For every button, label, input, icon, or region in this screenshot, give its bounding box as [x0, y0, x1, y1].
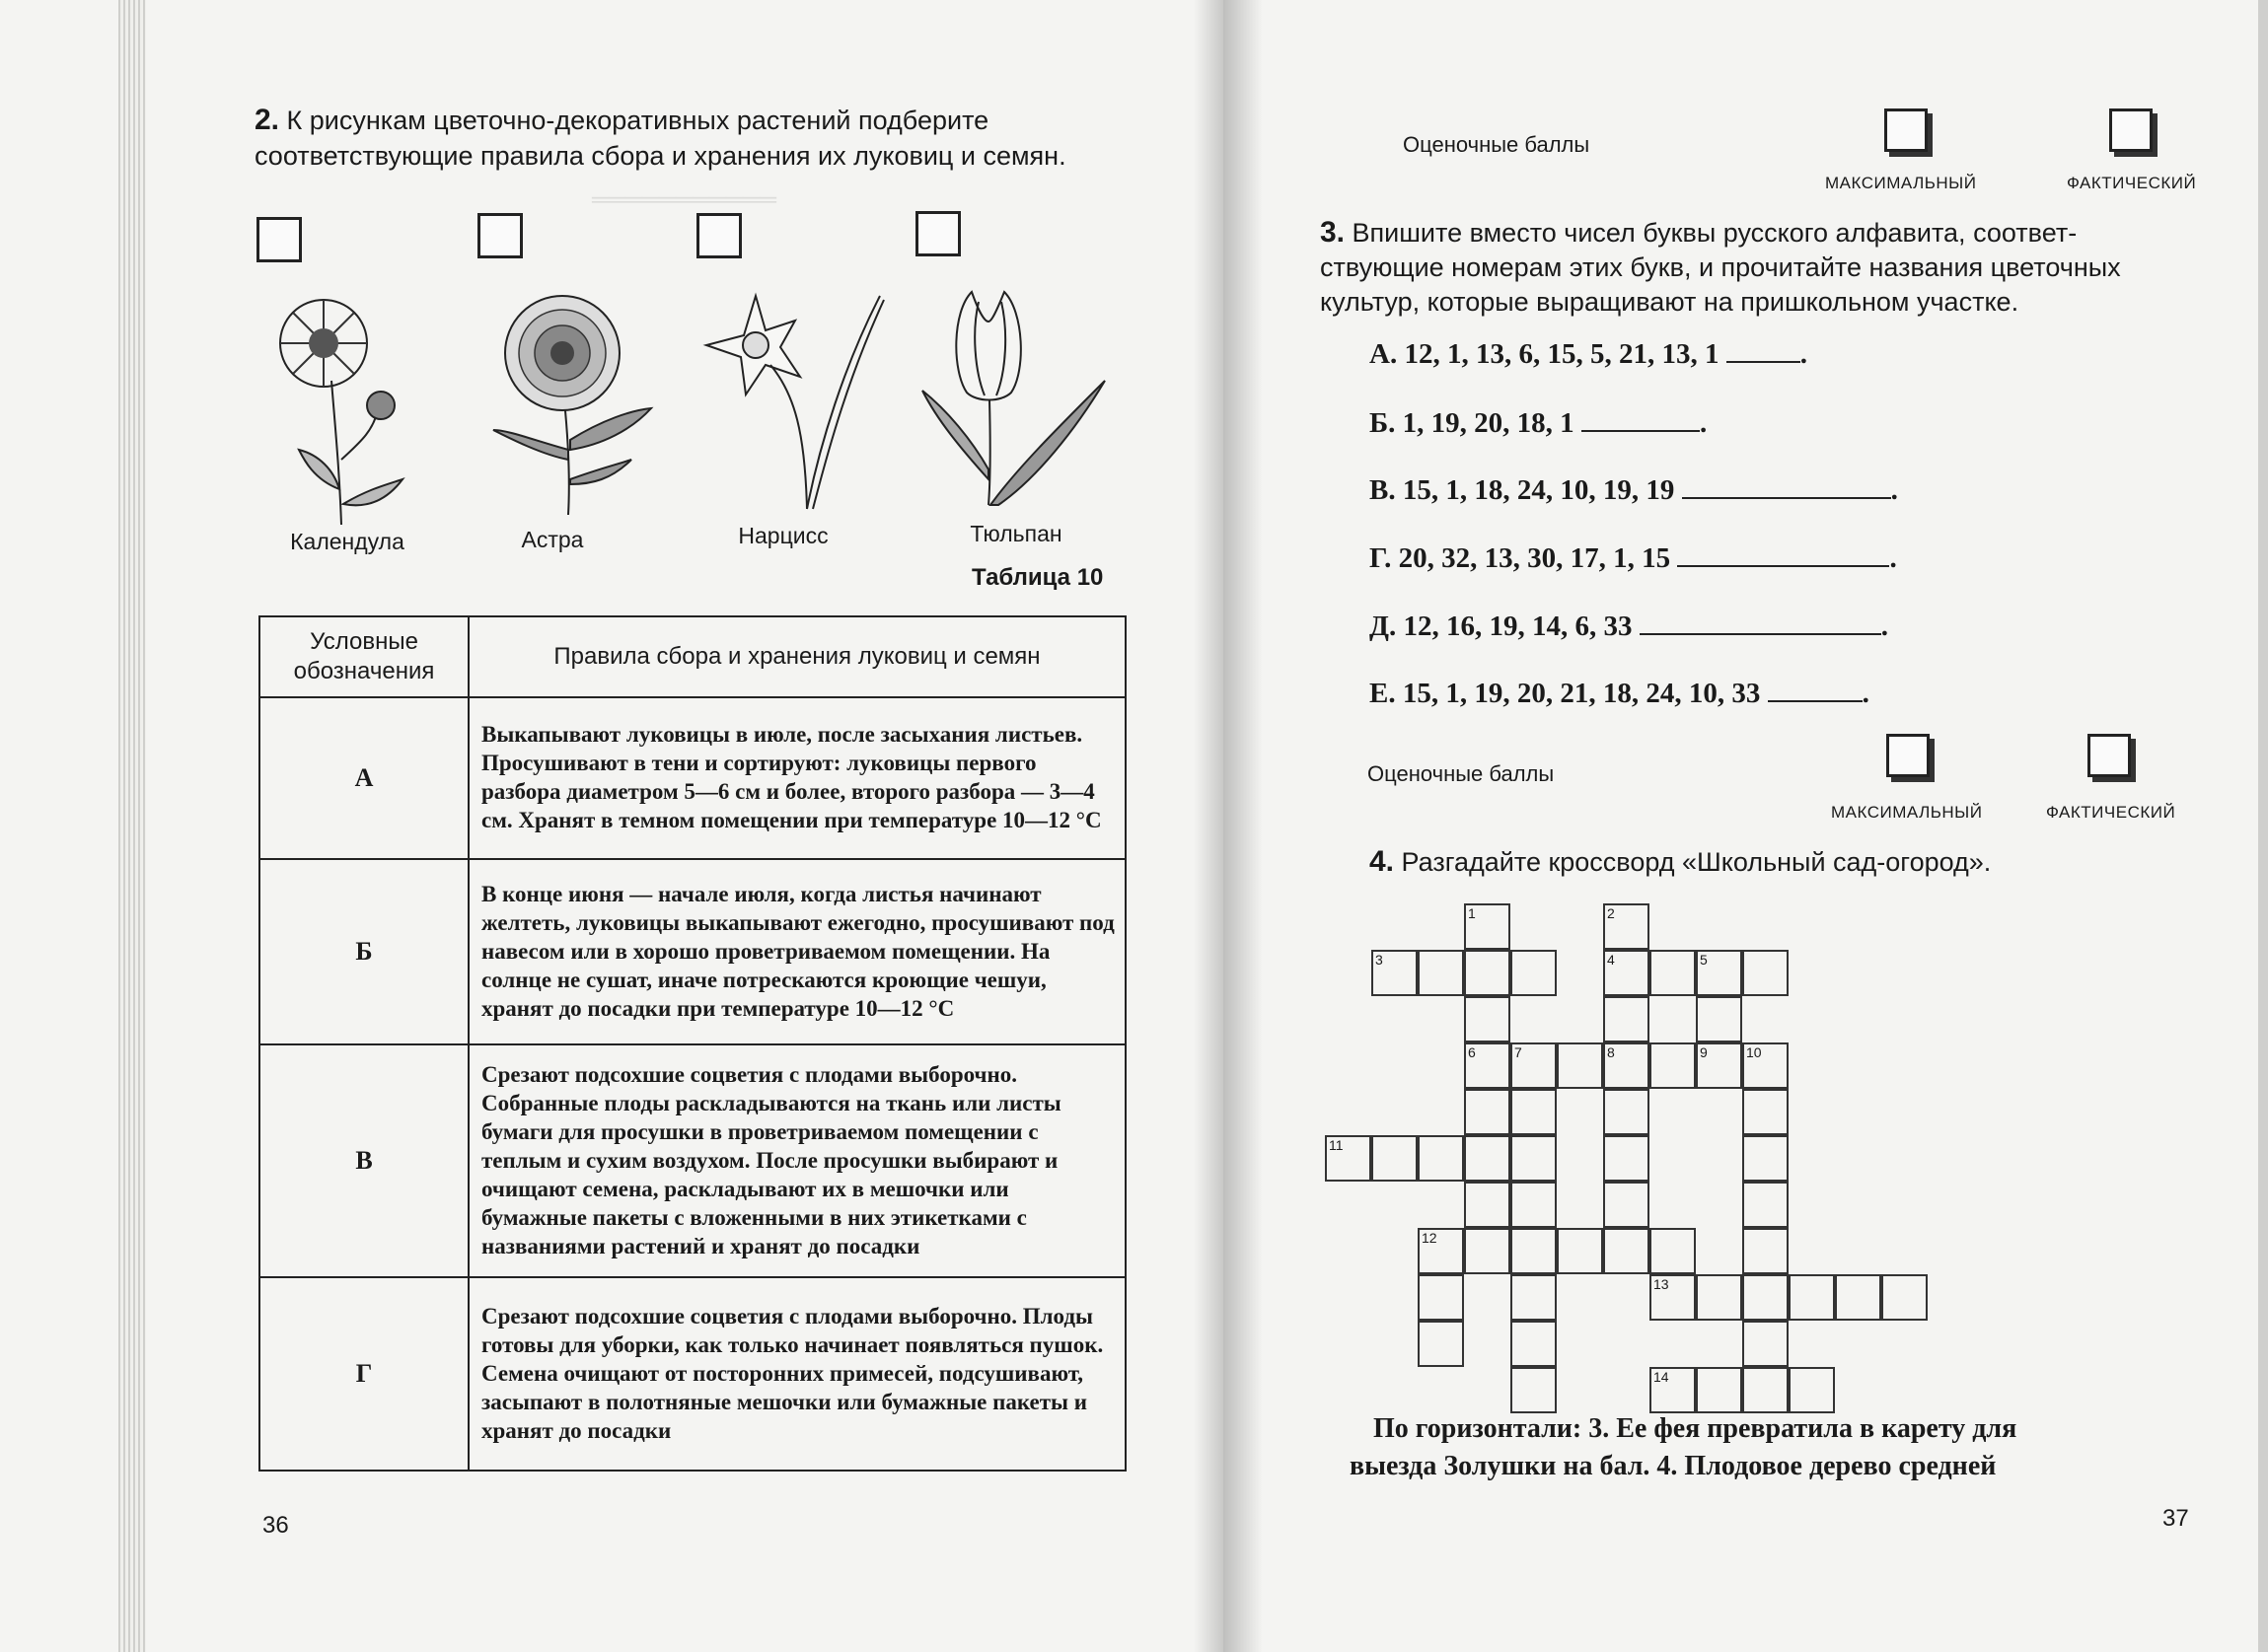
crossword-cell[interactable] — [1649, 950, 1696, 996]
table-row-text: Выкапывают луковицы в июле, после засыхания листьев. Просушивают в тени и сортируют: луковицы первого разбора диаметром 5—6 см и более, второго разбора — 3—4 см. Хранят в темном помещении при температуре 10—12 °С — [469, 697, 1126, 859]
task4-heading — [1369, 844, 1991, 880]
puzzle-end: . — [1699, 407, 1708, 439]
right-page — [1223, 0, 2268, 1652]
task3-text-line2: ствующие номерам этих букв, и прочитайте названия цветочных — [1320, 252, 2121, 282]
answer-line-e[interactable] — [1768, 677, 1863, 702]
crossword-cell[interactable] — [1649, 1228, 1696, 1274]
crossword-cell[interactable] — [1510, 1321, 1557, 1367]
score-max-box-bottom[interactable] — [1886, 734, 1930, 777]
crossword-cell[interactable] — [1510, 1089, 1557, 1135]
score-max-caption-top: МАКСИМАЛЬНЫЙ — [1825, 174, 1977, 192]
crossword-number: 3 — [1375, 952, 1383, 968]
crossword-cell[interactable] — [1464, 996, 1510, 1042]
crossword-cell[interactable] — [1418, 1321, 1464, 1367]
crossword-cell[interactable] — [1464, 1182, 1510, 1228]
score-label-bottom: Оценочные баллы — [1367, 761, 1555, 786]
puzzle-a — [1369, 337, 1807, 371]
crossword-cell[interactable] — [1649, 1042, 1696, 1089]
table-caption: Таблица 10 — [972, 564, 1104, 591]
crossword-cell[interactable] — [1835, 1274, 1881, 1321]
answer-line-b[interactable] — [1581, 406, 1700, 432]
task3-number: 3. — [1320, 216, 1346, 249]
bleed-through-text: ═══════════ — [592, 187, 777, 213]
tulip-icon — [917, 282, 1115, 509]
crossword-cell[interactable] — [1510, 1367, 1557, 1413]
table-row-code: Г — [259, 1277, 469, 1471]
puzzle-end: . — [1799, 338, 1807, 370]
crossword-cell[interactable] — [1603, 1089, 1649, 1135]
answer-line-d[interactable] — [1640, 610, 1881, 635]
crossword-cell[interactable] — [1510, 1228, 1557, 1274]
puzzle-d-text: Д. 12, 16, 19, 14, 6, 33 — [1369, 611, 1633, 642]
crossword-number: 2 — [1607, 905, 1615, 921]
crossword-cell[interactable] — [1464, 950, 1510, 996]
table-header-codes: Условные обозначения — [259, 616, 469, 697]
score-max-box-top[interactable] — [1884, 108, 1928, 152]
crossword-cell[interactable] — [1789, 1274, 1835, 1321]
aster-icon — [474, 292, 661, 519]
crossword-cell[interactable] — [1742, 1274, 1789, 1321]
score-label-top: Оценочные баллы — [1403, 132, 1590, 157]
crossword-cell[interactable] — [1464, 1089, 1510, 1135]
page-stack-edge — [118, 0, 146, 1652]
clues-heading: По горизонтали: — [1373, 1413, 1582, 1444]
task2-text-line1: К рисункам цветочно-декоративных растений подберите — [286, 106, 989, 135]
crossword-cell[interactable] — [1510, 950, 1557, 996]
page-edge — [2258, 0, 2268, 1652]
answer-box-aster[interactable] — [477, 213, 523, 258]
crossword-cell[interactable] — [1557, 1042, 1603, 1089]
crossword-number: 11 — [1329, 1137, 1344, 1153]
table-row — [259, 859, 1126, 1044]
table-header-row — [259, 616, 1126, 697]
crossword-number: 6 — [1468, 1044, 1476, 1060]
crossword-number: 4 — [1607, 952, 1615, 968]
crossword-cell[interactable] — [1696, 996, 1742, 1042]
rules-table — [258, 615, 1127, 1472]
puzzle-end: . — [1889, 542, 1897, 574]
task2-text-line2: соответствующие правила сбора и хранения их луковиц и семян. — [255, 141, 1066, 171]
clues-horizontal — [1350, 1410, 2241, 1485]
crossword-number: 13 — [1653, 1276, 1669, 1292]
table-row — [259, 1044, 1126, 1277]
table-row-text: Срезают подсохшие соцветия с плодами выборочно. Плоды готовы для уборки, как только начинает появляться пушок. Семена очищают от посторонних примесей, подсушивают, засыпают в полотняные мешочки или бумажные пакеты и хранят до посадки — [469, 1277, 1126, 1471]
puzzle-b — [1369, 406, 1707, 440]
puzzle-d — [1369, 610, 1888, 643]
flower-label-tulip: Тюльпан — [970, 521, 1062, 546]
table-header-rules: Правила сбора и хранения луковиц и семян — [469, 616, 1126, 697]
crossword-cell[interactable] — [1742, 1182, 1789, 1228]
score-fact-caption-bottom: ФАКТИЧЕСКИЙ — [2046, 803, 2176, 822]
answer-line-v[interactable] — [1682, 473, 1891, 499]
crossword-cell[interactable] — [1742, 1367, 1789, 1413]
crossword-cell[interactable] — [1742, 1321, 1789, 1367]
crossword-number: 9 — [1700, 1044, 1708, 1060]
puzzle-g-text: Г. 20, 32, 13, 30, 17, 1, 15 — [1369, 542, 1671, 574]
crossword-cell[interactable] — [1742, 1228, 1789, 1274]
puzzle-e — [1369, 677, 1869, 710]
score-fact-box-bottom[interactable] — [2087, 734, 2131, 777]
crossword-cell[interactable] — [1742, 1089, 1789, 1135]
crossword-number: 14 — [1653, 1369, 1669, 1385]
crossword-cell[interactable] — [1464, 1228, 1510, 1274]
gutter-shadow — [1194, 0, 1223, 1652]
score-max-caption-bottom: МАКСИМАЛЬНЫЙ — [1831, 803, 1983, 822]
crossword-number: 7 — [1514, 1044, 1522, 1060]
crossword-number: 1 — [1468, 905, 1476, 921]
task3-text-line1: Впишите вместо чисел буквы русского алфавита, соответ- — [1352, 218, 2078, 248]
crossword-cell[interactable] — [1742, 1135, 1789, 1182]
table-row-code: А — [259, 697, 469, 859]
puzzle-g — [1369, 541, 1897, 575]
page-number-right: 37 — [2162, 1505, 2189, 1532]
crossword-cell[interactable] — [1881, 1274, 1928, 1321]
crossword-cell[interactable] — [1742, 950, 1789, 996]
puzzle-end: . — [1890, 474, 1898, 506]
table-row-text: Срезают подсохшие соцветия с плодами выборочно. Собранные плоды раскладываются на ткань или листы бумаги для просушки в проветриваемом помещении с теплым и сухим воздухом. После просушки выбирают и очищают семена, раскладывают их в мешочки или бумажные пакеты с вложенными в них этикетками с названиями растений и хранят до посадки — [469, 1044, 1126, 1277]
crossword-cell[interactable] — [1603, 1135, 1649, 1182]
crossword-cell[interactable] — [1603, 1228, 1649, 1274]
crossword-cell[interactable] — [1418, 950, 1464, 996]
crossword-cell[interactable] — [1603, 996, 1649, 1042]
crossword-cell[interactable] — [1510, 1135, 1557, 1182]
puzzle-v-text: В. 15, 1, 18, 24, 10, 19, 19 — [1369, 474, 1675, 506]
crossword-cell[interactable] — [1696, 1274, 1742, 1321]
table-row — [259, 1277, 1126, 1471]
table-row — [259, 697, 1126, 859]
answer-line-g[interactable] — [1677, 541, 1889, 567]
task3-text-line3: культур, которые выращивают на пришкольном участке. — [1320, 287, 2019, 317]
crossword-number: 8 — [1607, 1044, 1615, 1060]
puzzle-a-text: А. 12, 1, 13, 6, 15, 5, 21, 13, 1 — [1369, 338, 1719, 370]
page-number-left: 36 — [262, 1512, 289, 1539]
task4-number: 4. — [1369, 845, 1395, 878]
crossword-cell[interactable] — [1603, 1182, 1649, 1228]
flower-label-narcissus: Нарцисс — [738, 523, 829, 548]
table-row-code: В — [259, 1044, 469, 1277]
task4-text: Разгадайте кроссворд «Школьный сад-огород». — [1401, 847, 1992, 877]
puzzle-b-text: Б. 1, 19, 20, 18, 1 — [1369, 407, 1574, 439]
crossword-number: 5 — [1700, 952, 1708, 968]
puzzle-v — [1369, 473, 1898, 507]
puzzle-end: . — [1862, 678, 1869, 709]
task2-heading — [255, 103, 1123, 174]
crossword-cell[interactable] — [1510, 1274, 1557, 1321]
table-row-code: Б — [259, 859, 469, 1044]
score-fact-caption-top: ФАКТИЧЕСКИЙ — [2067, 174, 2197, 192]
puzzle-e-text: Е. 15, 1, 19, 20, 21, 18, 24, 10, 33 — [1369, 678, 1761, 709]
crossword-cell[interactable] — [1371, 1135, 1418, 1182]
crossword-cell[interactable] — [1464, 1135, 1510, 1182]
crossword-cell[interactable] — [1418, 1135, 1464, 1182]
answer-box-tulip[interactable] — [915, 211, 961, 256]
clue-line1: 3. Ее фея превратила в карету для — [1588, 1413, 2017, 1444]
flower-label-calendula: Календула — [290, 529, 404, 554]
flower-label-aster: Астра — [521, 527, 584, 552]
answer-line-a[interactable] — [1726, 337, 1800, 363]
puzzle-end: . — [1880, 611, 1888, 642]
gutter-shadow — [1223, 0, 1263, 1652]
answer-box-calendula[interactable] — [256, 217, 302, 262]
table-row-text: В конце июня — начале июля, когда листья начинают желтеть, луковицы выкапывают ежегодно, просушивают под навесом или в хорошо проветриваемом помещении. На солнце не сушат, иначе потрескаются кроющие чешуи, хранят до посадки при температуре 10—12 °С — [469, 859, 1126, 1044]
task3-heading — [1320, 215, 2228, 320]
answer-box-narcissus[interactable] — [696, 213, 742, 258]
task2-number: 2. — [255, 104, 280, 136]
calendula-icon — [255, 292, 432, 529]
crossword-cell[interactable] — [1789, 1367, 1835, 1413]
crossword-cell[interactable] — [1418, 1274, 1464, 1321]
crossword-cell[interactable] — [1510, 1182, 1557, 1228]
crossword-cell[interactable] — [1696, 1367, 1742, 1413]
crossword-number: 12 — [1422, 1230, 1437, 1246]
crossword-number: 10 — [1746, 1044, 1762, 1060]
narcissus-icon — [696, 286, 894, 513]
score-fact-box-top[interactable] — [2109, 108, 2153, 152]
clue-line2: выезда Золушки на бал. 4. Плодовое дерево средней — [1350, 1451, 1997, 1481]
crossword-cell[interactable] — [1557, 1228, 1603, 1274]
